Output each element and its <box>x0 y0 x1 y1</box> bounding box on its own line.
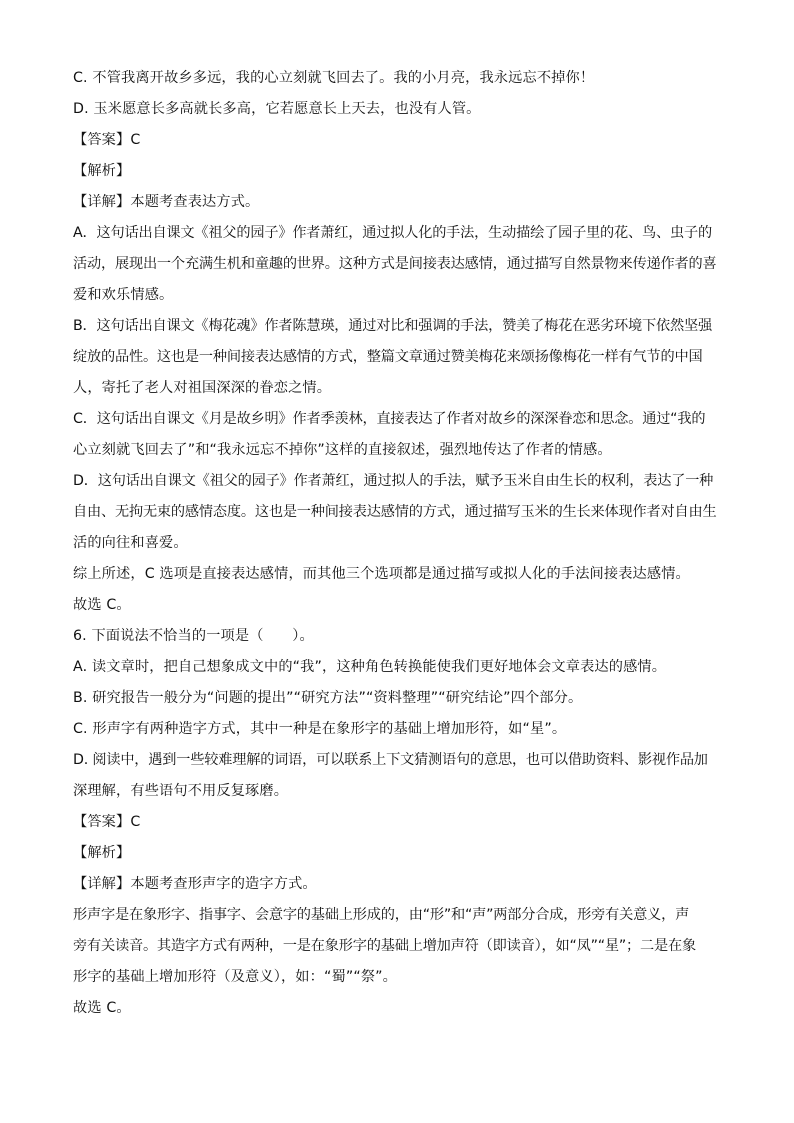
detail-a-line-2: 活动，展现出一个充满生机和童趣的世界。这种方式是间接表达感情，通过描写自然景物来传递作者的喜 <box>73 256 717 272</box>
option-d-line: D. 玉米愿意长多高就长多高，它若愿意长上天去，也没有人管。 <box>73 101 481 117</box>
detail-a-line-3: 爱和欢乐情感。 <box>73 287 174 303</box>
question-6-stem: 6. 下面说法不恰当的一项是（ ）。 <box>73 628 314 644</box>
question-6-option-b: B. 研究报告一般分为“问题的提出”“研究方法”“资料整理”“研究结论”四个部分。 <box>73 690 583 706</box>
explanation-line-3: 形字的基础上增加形符（及意义），如：“蜀”“祭”。 <box>73 969 397 985</box>
detail-intro-2: 【详解】本题考查形声字的造字方式。 <box>73 876 317 892</box>
option-c-line: C. 不管我离开故乡多远，我的心立刻就飞回去了。我的小月亮，我永远忘不掉你！ <box>73 70 595 86</box>
detail-b-line-2: 绽放的品性。这也是一种间接表达感情的方式，整篇文章通过赞美梅花来颂扬像梅花一样有气节的中国 <box>73 349 703 365</box>
explanation-line-2: 旁有关读音。其造字方式有两种，一是在象形字的基础上增加声符（即读音），如“凤”“星”；二是在象 <box>73 938 696 954</box>
explanation-line-1: 形声字是在象形字、指事字、会意字的基础上形成的，由“形”和“声”两部分合成，形旁有关意义，声 <box>73 907 690 923</box>
analysis-label: 【解析】 <box>73 163 131 179</box>
choice-line-1: 故选 C。 <box>73 597 131 613</box>
analysis-label-2: 【解析】 <box>73 845 131 861</box>
detail-d-line-3: 活的向往和喜爱。 <box>73 535 188 551</box>
detail-d-line-1: D．这句话出自课文《祖父的园子》作者萧红，通过拟人的手法，赋予玉米自由生长的权利，表达了一种 <box>73 473 714 489</box>
detail-b-line-3: 人，寄托了老人对祖国深深的眷恋之情。 <box>73 380 332 396</box>
question-6-option-a: A. 读文章时，把自己想象成文中的“我”，这种角色转换能使我们更好地体会文章表达的感情。 <box>73 659 667 675</box>
detail-c-line-1: C．这句话出自课文《月是故乡明》作者季羡林，直接表达了作者对故乡的深深眷恋和思念。通过“我的 <box>73 411 706 427</box>
detail-c-line-2: 心立刻就飞回去了”和“我永远忘不掉你”这样的直接叙述，强烈地传达了作者的情感。 <box>73 442 612 458</box>
detail-a-line-1: A．这句话出自课文《祖父的园子》作者萧红，通过拟人化的手法，生动描绘了园子里的花、鸟、虫子的 <box>73 225 712 241</box>
choice-line-2: 故选 C。 <box>73 1000 131 1016</box>
question-6-option-d-line-1: D. 阅读中，遇到一些较难理解的词语，可以联系上下文猜测语句的意思，也可以借助资料、影视作品加 <box>73 752 708 768</box>
detail-b-line-1: B．这句话出自课文《梅花魂》作者陈慧瑛，通过对比和强调的手法，赞美了梅花在恶劣环境下依然坚强 <box>73 318 712 334</box>
detail-d-line-2: 自由、无拘无束的感情态度。这也是一种间接表达感情的方式，通过描写玉米的生长来体现作者对自由生 <box>73 504 717 520</box>
detail-intro: 【详解】本题考查表达方式。 <box>73 194 260 210</box>
document-page <box>73 63 725 1024</box>
summary-line: 综上所述，C 选项是直接表达感情，而其他三个选项都是通过描写或拟人化的手法间接表达感情。 <box>73 566 690 582</box>
answer-label-2: 【答案】C <box>73 814 141 830</box>
answer-label: 【答案】C <box>73 132 141 148</box>
question-6-option-d-line-2: 深理解，有些语句不用反复琢磨。 <box>73 783 289 799</box>
question-6-option-c: C. 形声字有两种造字方式，其中一种是在象形字的基础上增加形符，如“星”。 <box>73 721 567 737</box>
